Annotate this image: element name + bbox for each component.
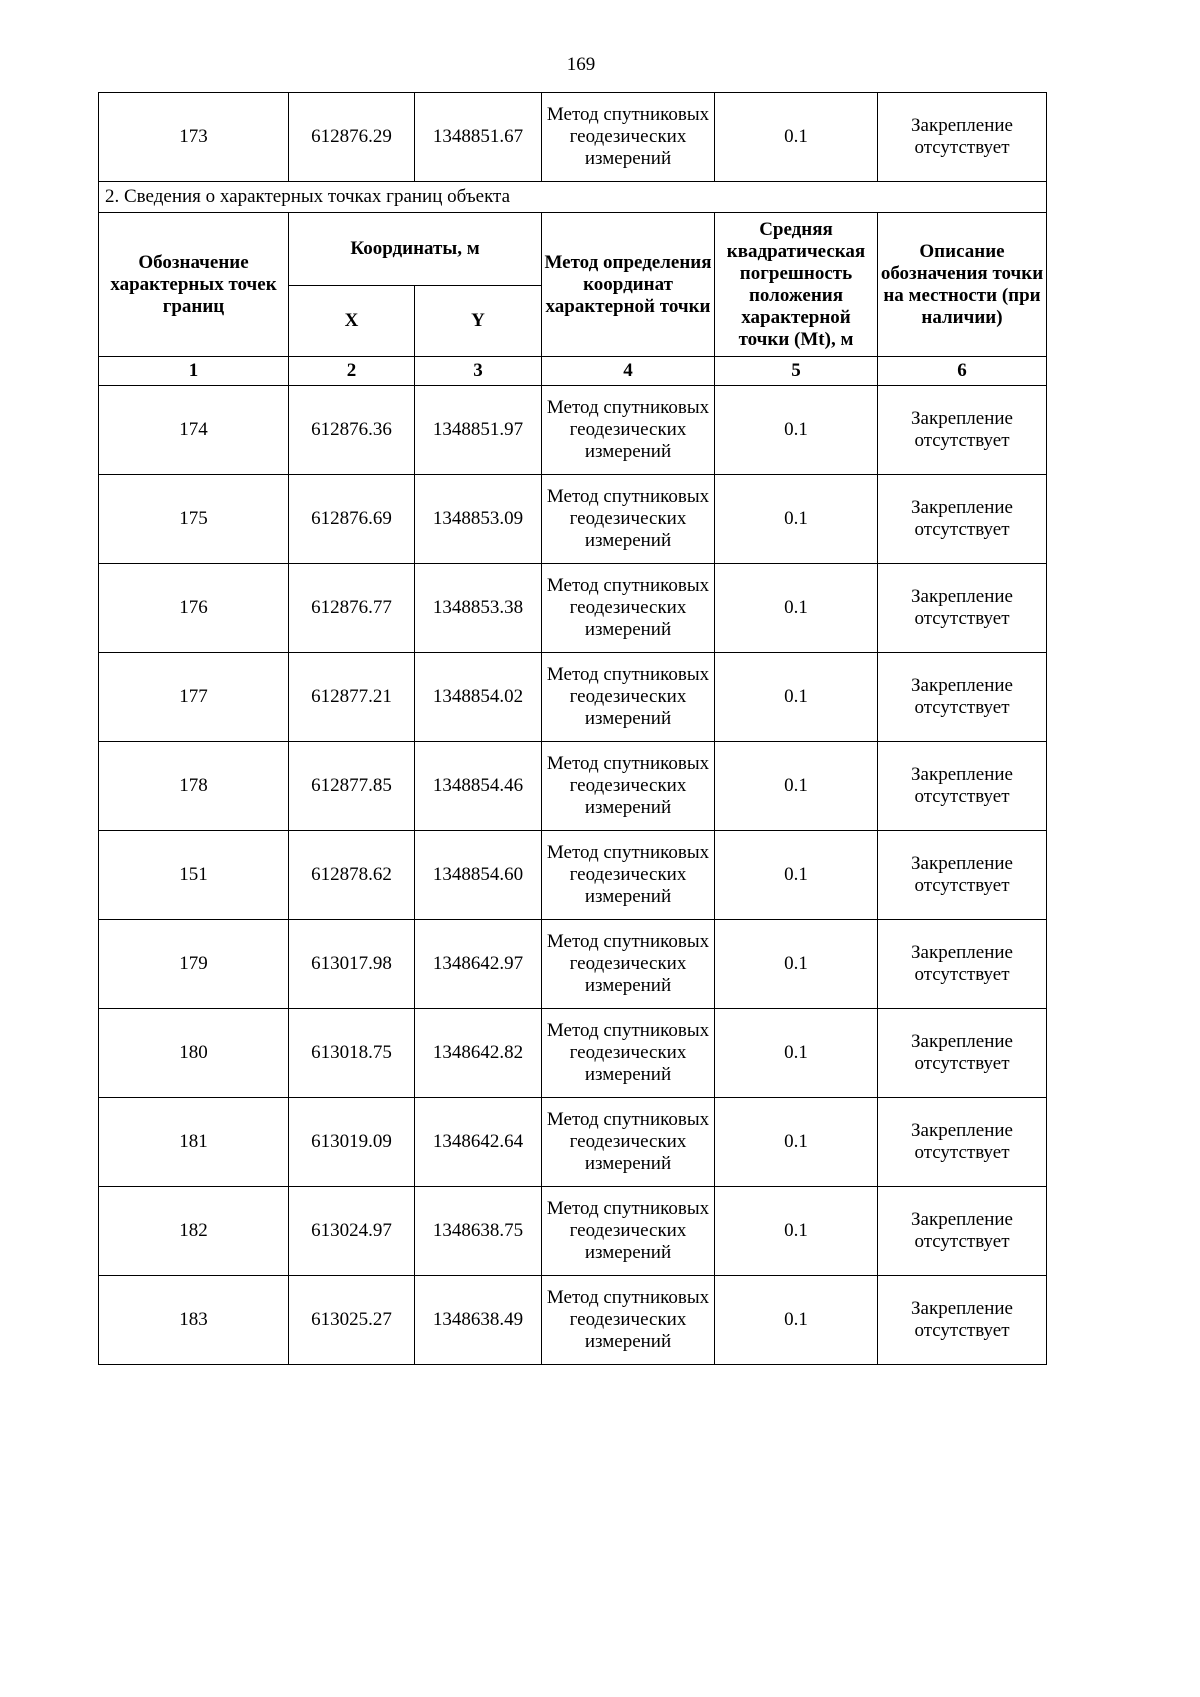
accuracy-cell: 0.1: [715, 1009, 878, 1098]
method-cell: Метод спутниковых геодезических измерений: [542, 475, 715, 564]
accuracy-cell: 0.1: [715, 386, 878, 475]
method-cell: Метод спутниковых геодезических измерений: [542, 1187, 715, 1276]
column-number: 6: [878, 357, 1047, 386]
rows-before: [99, 93, 1047, 182]
section-row: [99, 182, 1047, 213]
description-cell: Закрепление отсутствует: [878, 1276, 1047, 1365]
accuracy-cell: 0.1: [715, 742, 878, 831]
y-coordinate-cell: 1348638.75: [415, 1187, 542, 1276]
x-coordinate-cell: 612876.77: [289, 564, 415, 653]
description-cell: Закрепление отсутствует: [878, 93, 1047, 182]
header-point-designation: Обозначение характерных точек границ: [99, 213, 289, 357]
y-coordinate-cell: 1348642.82: [415, 1009, 542, 1098]
description-cell: Закрепление отсутствует: [878, 386, 1047, 475]
description-cell: Закрепление отсутствует: [878, 1098, 1047, 1187]
header-row-1: [99, 213, 1047, 286]
column-number: 2: [289, 357, 415, 386]
column-number: 5: [715, 357, 878, 386]
y-coordinate-cell: 1348853.09: [415, 475, 542, 564]
method-cell: Метод спутниковых геодезических измерений: [542, 1276, 715, 1365]
table-row: [99, 653, 1047, 742]
table-row: [99, 1009, 1047, 1098]
table-row: [99, 1187, 1047, 1276]
method-cell: Метод спутниковых геодезических измерений: [542, 93, 715, 182]
y-coordinate-cell: 1348642.97: [415, 920, 542, 1009]
header-method: Метод определения координат характерной точки: [542, 213, 715, 357]
point-cell: 173: [99, 93, 289, 182]
table-row: [99, 1276, 1047, 1365]
column-numbers-row: [99, 357, 1047, 386]
point-cell: 176: [99, 564, 289, 653]
accuracy-cell: 0.1: [715, 1098, 878, 1187]
table-row: [99, 1098, 1047, 1187]
method-cell: Метод спутниковых геодезических измерений: [542, 920, 715, 1009]
column-number: 4: [542, 357, 715, 386]
point-cell: 178: [99, 742, 289, 831]
accuracy-cell: 0.1: [715, 1276, 878, 1365]
accuracy-cell: 0.1: [715, 93, 878, 182]
table-row: [99, 93, 1047, 182]
method-cell: Метод спутниковых геодезических измерений: [542, 831, 715, 920]
table-row: [99, 831, 1047, 920]
x-coordinate-cell: 612876.69: [289, 475, 415, 564]
page-number: 169: [566, 54, 596, 75]
description-cell: Закрепление отсутствует: [878, 653, 1047, 742]
section-block: [99, 182, 1047, 386]
description-cell: Закрепление отсутствует: [878, 920, 1047, 1009]
header-description: Описание обозначения точки на местности (при наличии): [878, 213, 1047, 357]
method-cell: Метод спутниковых геодезических измерений: [542, 386, 715, 475]
y-coordinate-cell: 1348642.64: [415, 1098, 542, 1187]
header-accuracy: Средняя квадратическая погрешность положения характерной точки (Mt), м: [715, 213, 878, 357]
y-coordinate-cell: 1348853.38: [415, 564, 542, 653]
x-coordinate-cell: 613017.98: [289, 920, 415, 1009]
x-coordinate-cell: 612876.29: [289, 93, 415, 182]
method-cell: Метод спутниковых геодезических измерений: [542, 653, 715, 742]
accuracy-cell: 0.1: [715, 1187, 878, 1276]
table-row: [99, 475, 1047, 564]
x-coordinate-cell: 612878.62: [289, 831, 415, 920]
accuracy-cell: 0.1: [715, 831, 878, 920]
description-cell: Закрепление отсутствует: [878, 742, 1047, 831]
point-cell: 179: [99, 920, 289, 1009]
point-cell: 174: [99, 386, 289, 475]
header-y: Y: [415, 286, 542, 357]
point-cell: 180: [99, 1009, 289, 1098]
accuracy-cell: 0.1: [715, 920, 878, 1009]
y-coordinate-cell: 1348851.67: [415, 93, 542, 182]
y-coordinate-cell: 1348854.46: [415, 742, 542, 831]
x-coordinate-cell: 613024.97: [289, 1187, 415, 1276]
y-coordinate-cell: 1348854.02: [415, 653, 542, 742]
column-number: 1: [99, 357, 289, 386]
y-coordinate-cell: 1348851.97: [415, 386, 542, 475]
section-title: 2. Сведения о характерных точках границ объекта: [99, 182, 1047, 213]
description-cell: Закрепление отсутствует: [878, 564, 1047, 653]
point-cell: 183: [99, 1276, 289, 1365]
x-coordinate-cell: 613018.75: [289, 1009, 415, 1098]
x-coordinate-cell: 612876.36: [289, 386, 415, 475]
x-coordinate-cell: 613019.09: [289, 1098, 415, 1187]
boundary-points-table: [98, 92, 1047, 1365]
x-coordinate-cell: 613025.27: [289, 1276, 415, 1365]
accuracy-cell: 0.1: [715, 653, 878, 742]
point-cell: 151: [99, 831, 289, 920]
accuracy-cell: 0.1: [715, 475, 878, 564]
header-coordinates: Координаты, м: [289, 213, 542, 286]
description-cell: Закрепление отсутствует: [878, 1009, 1047, 1098]
description-cell: Закрепление отсутствует: [878, 475, 1047, 564]
description-cell: Закрепление отсутствует: [878, 831, 1047, 920]
rows-main: [99, 386, 1047, 1365]
point-cell: 177: [99, 653, 289, 742]
column-number: 3: [415, 357, 542, 386]
table-row: [99, 564, 1047, 653]
y-coordinate-cell: 1348638.49: [415, 1276, 542, 1365]
header-x: X: [289, 286, 415, 357]
table-row: [99, 920, 1047, 1009]
method-cell: Метод спутниковых геодезических измерений: [542, 742, 715, 831]
table-row: [99, 742, 1047, 831]
x-coordinate-cell: 612877.85: [289, 742, 415, 831]
table-row: [99, 386, 1047, 475]
point-cell: 175: [99, 475, 289, 564]
point-cell: 181: [99, 1098, 289, 1187]
method-cell: Метод спутниковых геодезических измерений: [542, 1009, 715, 1098]
accuracy-cell: 0.1: [715, 564, 878, 653]
method-cell: Метод спутниковых геодезических измерений: [542, 1098, 715, 1187]
point-cell: 182: [99, 1187, 289, 1276]
y-coordinate-cell: 1348854.60: [415, 831, 542, 920]
description-cell: Закрепление отсутствует: [878, 1187, 1047, 1276]
method-cell: Метод спутниковых геодезических измерений: [542, 564, 715, 653]
x-coordinate-cell: 612877.21: [289, 653, 415, 742]
